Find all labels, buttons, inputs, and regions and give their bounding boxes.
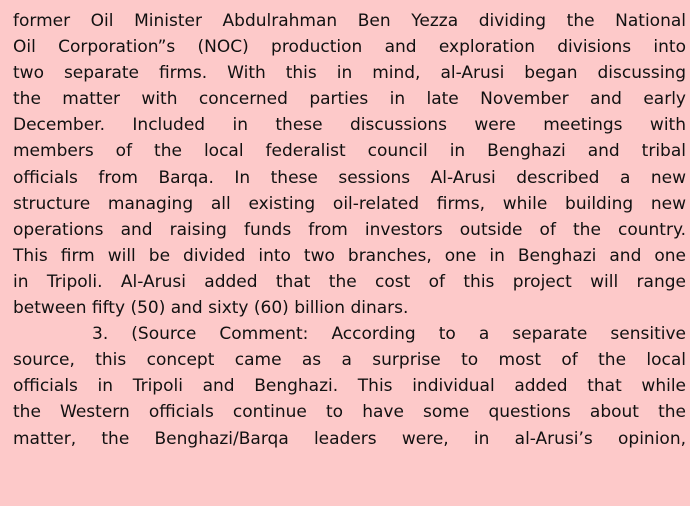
text-line: between fifty (50) and sixty (60) billion dinars. bbox=[13, 298, 409, 319]
text-line: matter, the Benghazi/Barqa leaders were, in al-Arusi’s opinion, bbox=[13, 428, 686, 449]
text-line: Oil Corporation”s (NOC) production and exploration divisions into bbox=[13, 37, 686, 58]
text-line: two separate firms. With this in mind, al-Arusi began discussing bbox=[13, 63, 686, 84]
paragraph-2 bbox=[13, 321, 690, 451]
text-line: officials in Tripoli and Benghazi. This individual added that while bbox=[13, 376, 686, 397]
text-line: This firm will be divided into two branches, one in Benghazi and one bbox=[13, 245, 686, 266]
text-line: the Western officials continue to have some questions about the bbox=[13, 402, 686, 423]
text-line: the matter with concerned parties in late November and early bbox=[13, 89, 686, 110]
text-line: former Oil Minister Abdulrahman Ben Yezza dividing the National bbox=[13, 11, 686, 31]
text-line: officials from Barqa. In these sessions Al-Arusi described a new bbox=[13, 167, 686, 188]
text-line: members of the local federalist council in Benghazi and tribal bbox=[13, 141, 686, 162]
paragraph-1 bbox=[13, 8, 690, 321]
text-line: 3. (Source Comment: According to a separate sensitive bbox=[92, 324, 686, 345]
text-line: structure managing all existing oil-related firms, while building new bbox=[13, 193, 686, 214]
text-line: source, this concept came as a surprise to most of the local bbox=[13, 350, 686, 371]
text-line: in Tripoli. Al-Arusi added that the cost of this project will range bbox=[13, 271, 686, 292]
text-line: December. Included in these discussions were meetings with bbox=[13, 115, 686, 136]
text-line: operations and raising funds from investors outside of the country. bbox=[13, 219, 686, 240]
